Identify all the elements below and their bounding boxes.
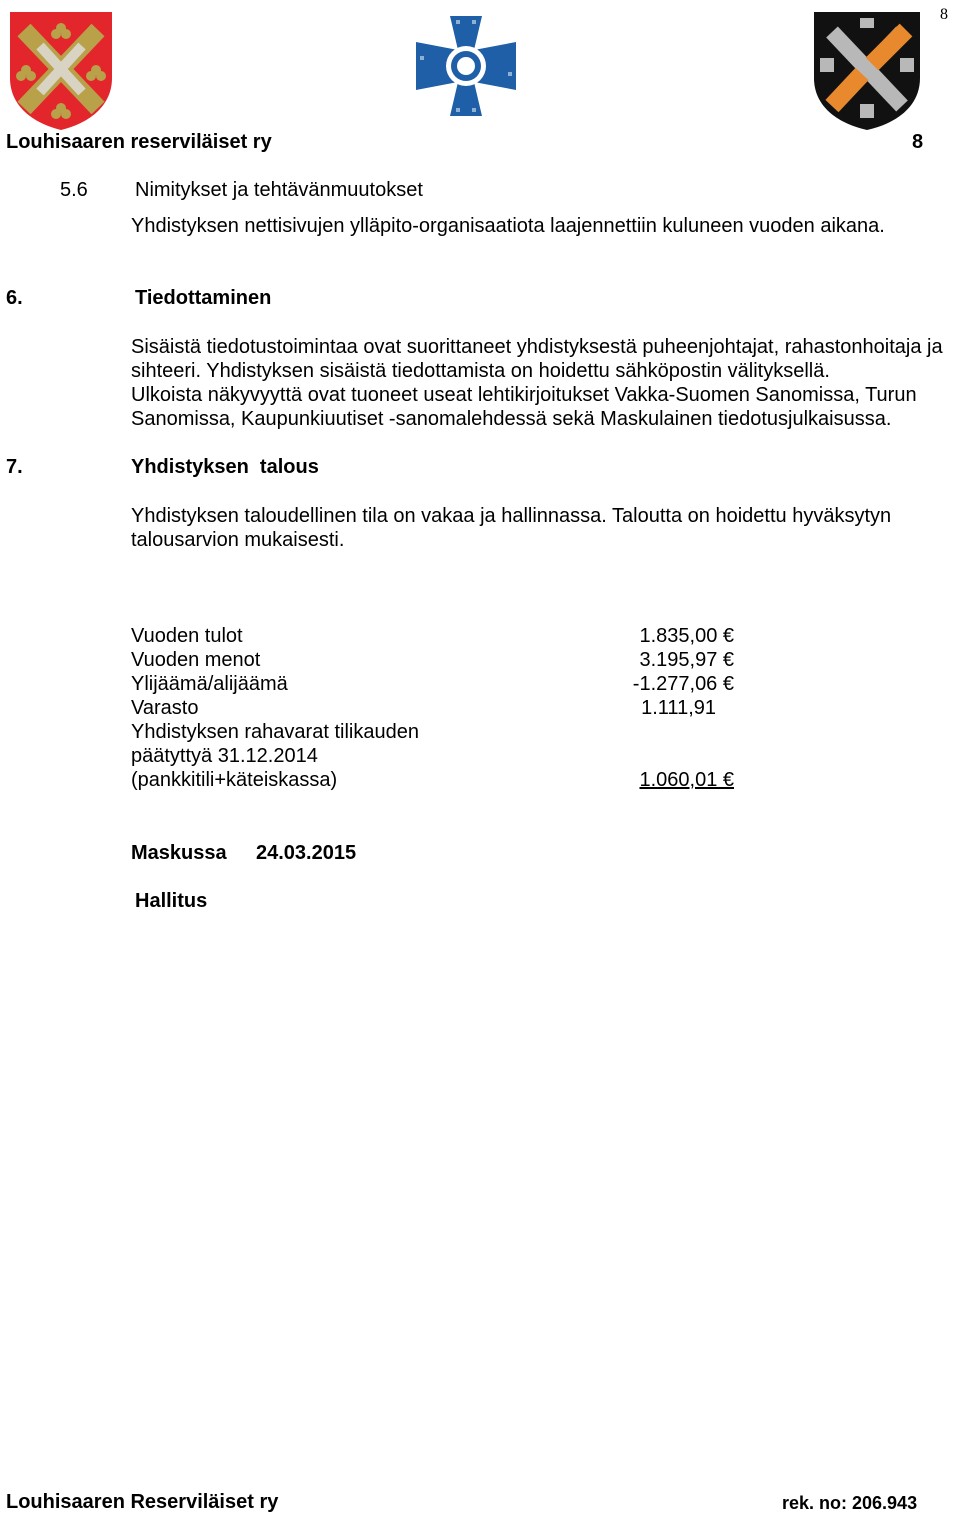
section-6-paragraph-1: Sisäistä tiedotustoimintaa ovat suorittaneet yhdistyksestä puheenjohtajat, rahastonhoitaja ja sihteeri. Yhdistyksen sisäistä tiedottamista on hoidettu sähköpostin välityksellä.	[131, 336, 943, 382]
corner-page-number: 8	[940, 6, 948, 23]
expenses-value: 3.195,97 €	[639, 649, 734, 671]
funds-label-line-1: Yhdistyksen rahavarat tilikauden	[131, 721, 419, 743]
funds-value: 1.060,01 €	[639, 769, 734, 791]
footer-reg-number: rek. no: 206.943	[782, 1493, 918, 1513]
header-org-name: Louhisaaren reserviläiset ry	[6, 131, 272, 153]
section-5-6-body: Yhdistyksen nettisivujen ylläpito-organisaatiota laajennettiin kuluneen vuoden aikana.	[131, 215, 885, 237]
signature-place: Maskussa	[131, 842, 227, 864]
signature-signer: Hallitus	[135, 890, 208, 912]
section-6-paragraph-2: Ulkoista näkyvyyttä ovat tuoneet useat lehtikirjoitukset Vakka-Suomen Sanomissa, Turun Sanomissa, Kaupunkiuutiset -sanomalehdessä sekä Maskulainen tiedotusjulkaisussa.	[131, 384, 917, 430]
balance-value: -1.277,06 €	[632, 673, 734, 695]
income-value: 1.835,00 €	[639, 625, 734, 647]
balance-label: Ylijäämä/alijäämä	[131, 673, 288, 695]
section-6-title: Tiedottaminen	[135, 287, 272, 309]
footer-org-name: Louhisaaren Reserviläiset ry	[6, 1491, 279, 1513]
right-coat-of-arms-icon	[810, 8, 924, 132]
section-5-6-number: 5.6	[60, 179, 88, 201]
section-7-body: Yhdistyksen taloudellinen tila on vakaa ja hallinnassa. Taloutta on hoidettu hyväksytyn talousarvion mukaisesti.	[131, 505, 892, 551]
section-5-6-title: Nimitykset ja tehtävänmuutokset	[135, 179, 423, 201]
reserve-label: Varasto	[131, 697, 199, 719]
funds-label-line-3: (pankkitili+käteiskassa)	[131, 769, 338, 791]
reserve-value: 1.111,91	[641, 697, 716, 719]
income-label: Vuoden tulot	[131, 625, 243, 647]
funds-label-line-2: päätyttyä 31.12.2014	[131, 745, 318, 767]
reservist-cross-emblem-icon	[412, 12, 520, 120]
left-coat-of-arms-icon	[6, 8, 116, 132]
section-6-number: 6.	[6, 287, 23, 309]
signature-date: 24.03.2015	[256, 842, 357, 864]
section-7-number: 7.	[6, 456, 23, 478]
expenses-label: Vuoden menot	[131, 649, 261, 671]
section-7-title: Yhdistyksen talous	[131, 456, 319, 478]
header-page-number: 8	[912, 131, 924, 153]
